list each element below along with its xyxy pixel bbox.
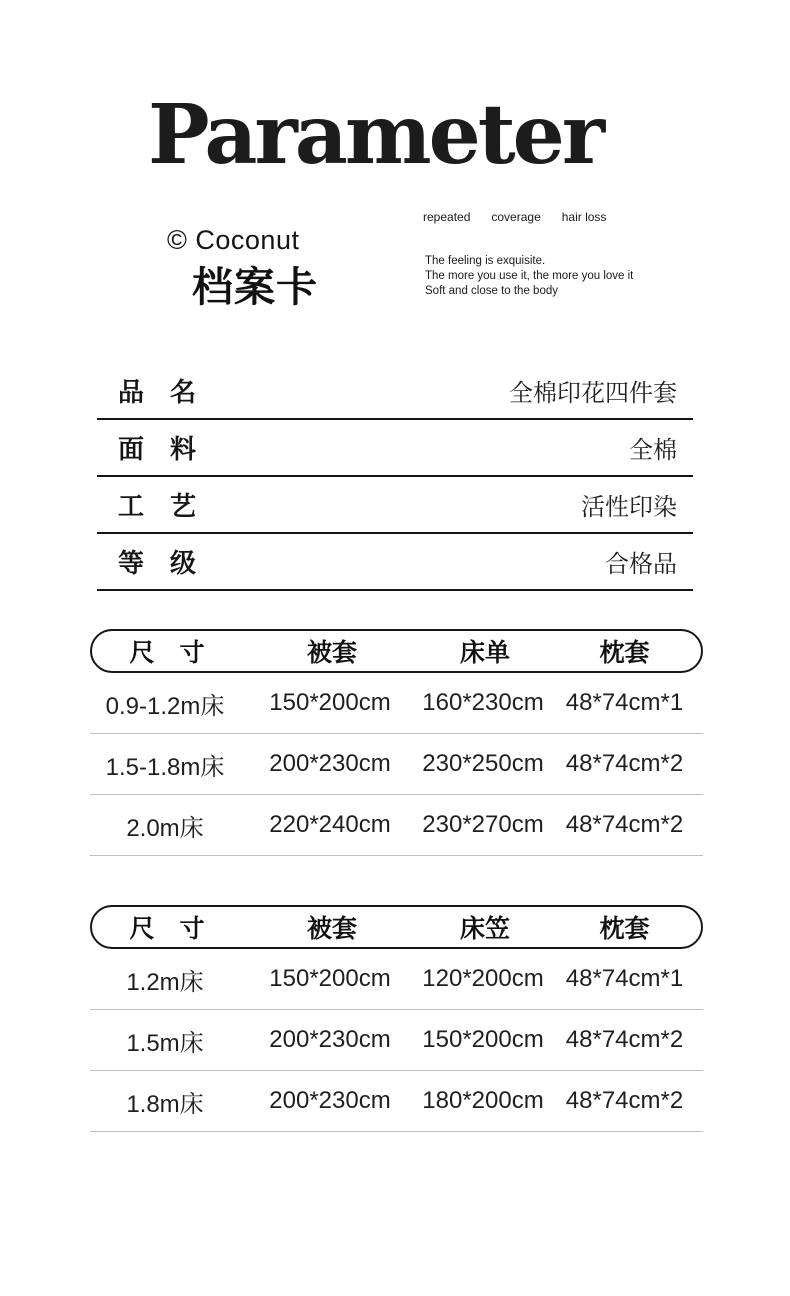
spec-row-grade xyxy=(97,534,693,591)
pillow-cell: 48*74cm*1 xyxy=(565,689,684,716)
page-title: Parameter xyxy=(147,87,603,183)
spec-row-product-name xyxy=(97,363,693,420)
size-table-header xyxy=(90,905,703,949)
col-header-bed-sheet: 床单 xyxy=(459,639,510,667)
tag-coverage: coverage xyxy=(491,210,541,224)
size-table-header xyxy=(90,629,703,673)
tag-repeated: repeated xyxy=(423,210,471,224)
col-header-size: 尺 寸 xyxy=(129,639,205,667)
size-cell: 1.5-1.8m床 xyxy=(105,753,225,781)
tagline-line: The feeling is exquisite. xyxy=(425,255,546,267)
fitted-cell: 150*200cm xyxy=(422,1026,544,1053)
pillow-cell: 48*74cm*1 xyxy=(565,965,684,992)
duvet-cell: 200*230cm xyxy=(269,750,391,777)
size-table-fitted-sheet xyxy=(90,905,703,1132)
spec-row-fabric xyxy=(97,420,693,477)
duvet-cell: 200*230cm xyxy=(269,1087,391,1114)
duvet-cell: 220*240cm xyxy=(269,811,391,838)
size-cell: 2.0m床 xyxy=(126,814,204,842)
sheet-cell: 230*250cm xyxy=(422,750,544,777)
spec-label: 工 艺 xyxy=(118,491,197,521)
spec-value: 全棉印花四件套 xyxy=(509,380,677,407)
size-cell: 1.5m床 xyxy=(126,1029,204,1057)
col-header-duvet-cover: 被套 xyxy=(306,915,357,943)
tagline-line: The more you use it, the more you love it xyxy=(425,270,634,282)
table-row xyxy=(90,734,703,795)
tagline-line: Soft and close to the body xyxy=(425,285,558,297)
pillow-cell: 48*74cm*2 xyxy=(565,1087,684,1114)
col-header-fitted-sheet: 床笠 xyxy=(459,915,510,943)
spec-label: 品 名 xyxy=(118,377,197,407)
tag-hair-loss: hair loss xyxy=(561,210,607,224)
spec-label: 面 料 xyxy=(118,434,197,464)
sheet-cell: 160*230cm xyxy=(422,689,544,716)
size-cell: 1.2m床 xyxy=(126,968,204,996)
col-header-size: 尺 寸 xyxy=(129,915,205,943)
spec-value: 全棉 xyxy=(629,437,677,464)
pillow-cell: 48*74cm*2 xyxy=(565,1026,684,1053)
spec-row-craft xyxy=(97,477,693,534)
col-header-duvet-cover: 被套 xyxy=(306,639,357,667)
table-row xyxy=(90,673,703,734)
tagline xyxy=(425,254,633,299)
col-header-pillowcase: 枕套 xyxy=(599,915,650,943)
spec-list xyxy=(97,363,693,591)
col-header-pillowcase: 枕套 xyxy=(599,639,650,667)
table-row xyxy=(90,795,703,856)
pillow-cell: 48*74cm*2 xyxy=(565,750,684,777)
fitted-cell: 120*200cm xyxy=(422,965,544,992)
spec-value: 活性印染 xyxy=(581,494,677,521)
duvet-cell: 150*200cm xyxy=(269,689,391,716)
fitted-cell: 180*200cm xyxy=(422,1087,544,1114)
sheet-cell: 230*270cm xyxy=(422,811,544,838)
duvet-cell: 150*200cm xyxy=(269,965,391,992)
pillow-cell: 48*74cm*2 xyxy=(565,811,684,838)
card-label: 档案卡 xyxy=(192,264,318,310)
size-cell: 1.8m床 xyxy=(126,1090,204,1118)
table-row xyxy=(90,1071,703,1132)
spec-label: 等 级 xyxy=(118,548,197,578)
size-cell: 0.9-1.2m床 xyxy=(105,692,225,720)
duvet-cell: 200*230cm xyxy=(269,1026,391,1053)
table-row xyxy=(90,1010,703,1071)
table-row xyxy=(90,949,703,1010)
size-table-sheet xyxy=(90,629,703,856)
spec-value: 合格品 xyxy=(605,551,677,578)
brand-name: © Coconut xyxy=(167,225,300,255)
feature-tags xyxy=(423,210,606,224)
